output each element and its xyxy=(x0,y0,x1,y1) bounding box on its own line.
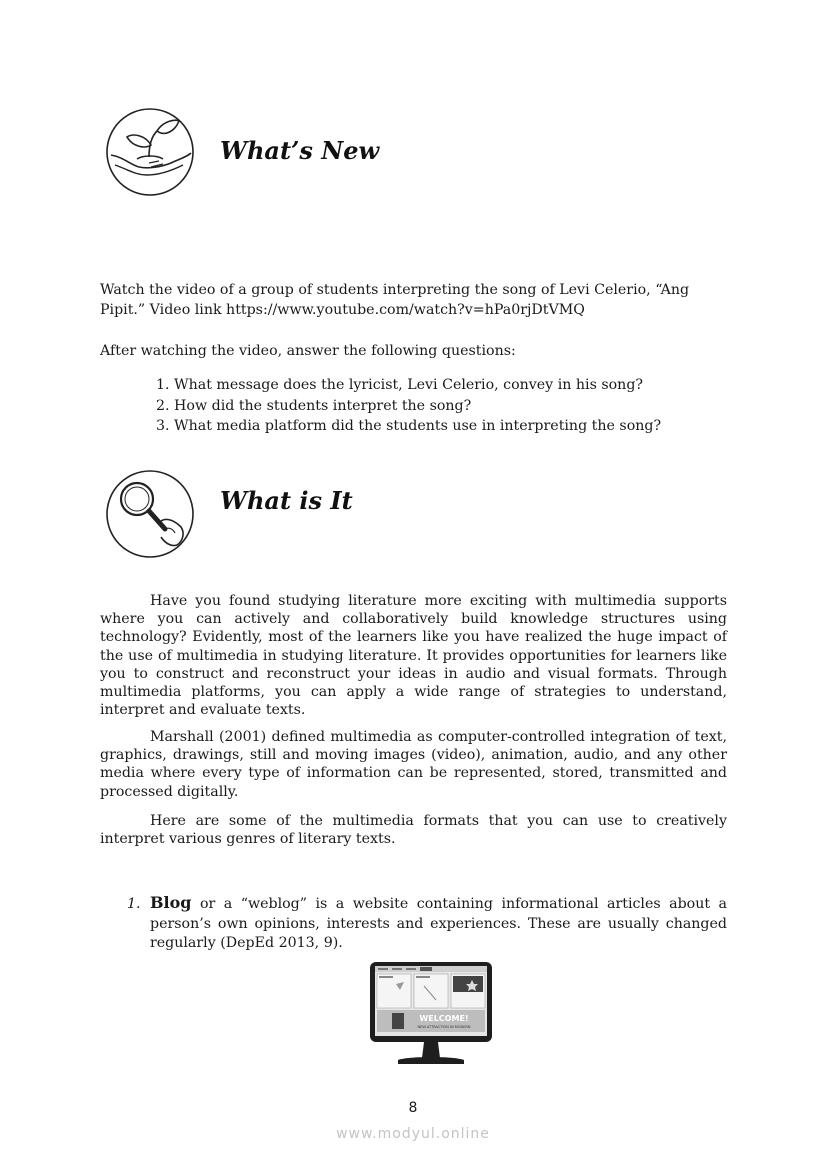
format-description: or a “weblog” is a website containing informational articles about a person’s own opinions, interests and experiences. These are usually changed regularly (DepEd 2013, 9). xyxy=(150,896,727,951)
paragraph-marshall-definition: Marshall (2001) defined multimedia as computer-controlled integration of text, graphics, drawings, still and moving images (video), animation, audio, and any other media where every type of information can be represented, stored, transmitted and processed digitally. xyxy=(100,729,727,800)
list-item: 2. How did the students interpret the song? xyxy=(156,397,472,414)
page-number: 8 xyxy=(408,1100,418,1116)
list-item: 3. What media platform did the students use in interpreting the song? xyxy=(156,418,662,434)
paragraph-formats-intro: Here are some of the multimedia formats that you can use to creatively interpret various genres of literary texts. xyxy=(100,813,727,848)
watermark: www.modyul.online xyxy=(336,1126,490,1142)
hand-holding-magnifying-glass-icon xyxy=(105,469,195,559)
banner-title: WELCOME! xyxy=(419,1014,469,1023)
question-list xyxy=(156,375,661,437)
section-title-what-is-it: What is It xyxy=(220,486,353,515)
questions-prompt: After watching the video, answer the following questions: xyxy=(100,343,516,359)
paragraph-multimedia-intro: Have you found studying literature more exciting with multimedia supports where you can actively and collaboratively build knowledge structures using technology? Evidently, most of the learners like you have realized the huge impact of the use of multimedia in studying literature. It provides opportunities for learners like you to construct and reconstruct your ideas in audio and visual formats. Through multimedia platforms, you can apply a wide range of strategies to understand, interpret and evaluate texts. xyxy=(100,593,727,719)
banner-subtitle: NEW ATTRACTION IN MODERN xyxy=(417,1025,471,1029)
list-item: 1. What message does the lyricist, Levi Celerio, convey in his song? xyxy=(156,377,644,393)
format-item-number: 1. xyxy=(127,896,141,912)
format-term: Blog xyxy=(150,893,192,912)
computer-monitor-illustration xyxy=(368,960,494,1072)
video-instruction: Watch the video of a group of students interpreting the song of Levi Celerio, “Ang Pipit.” Video link https://www.youtube.com/watch?v=hPa0rjDtVMQ xyxy=(100,282,690,318)
section-title-whats-new: What’s New xyxy=(220,136,380,165)
hands-holding-sprout-icon xyxy=(105,107,195,197)
format-item-blog xyxy=(150,893,727,954)
